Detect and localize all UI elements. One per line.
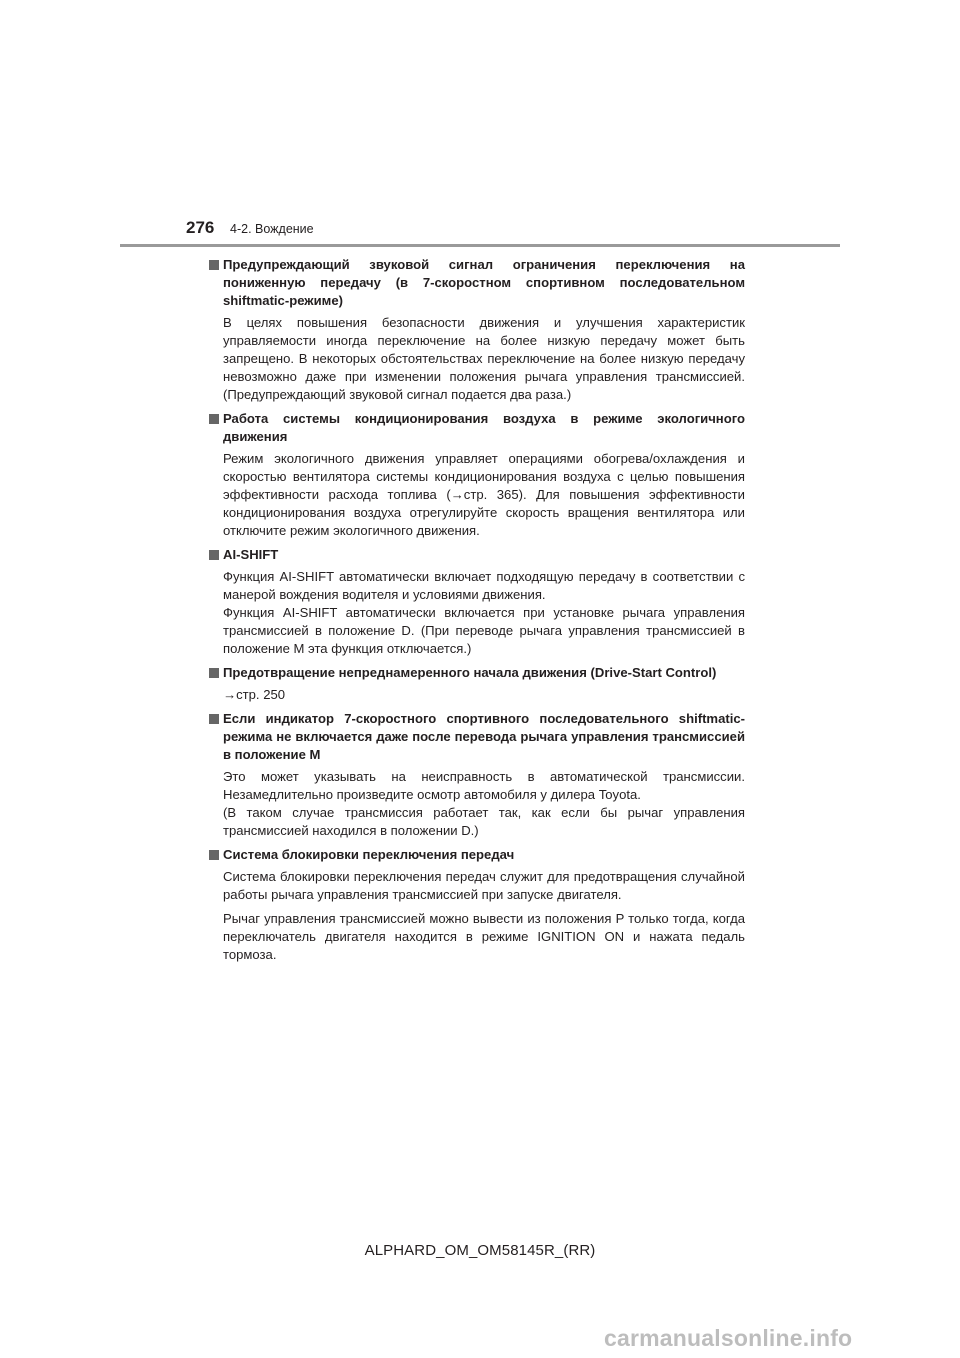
note-title: AI-SHIFT <box>223 547 279 562</box>
note-item-ai-shift <box>209 546 745 658</box>
note-title: Предотвращение непреднамеренного начала движения (Drive-Start Control) <box>223 665 717 680</box>
header-divider <box>120 244 840 247</box>
note-title: Работа системы кондиционирования воздуха в режиме экологичного движения <box>223 411 745 444</box>
note-paragraph: Это может указывать на неисправность в автоматической трансмиссии. Незамедлительно произведите осмотр автомобиля у дилера Toyota. <box>223 769 745 802</box>
note-title: Если индикатор 7-скоростного спортивного последовательного shiftmatic-режима не включается даже после перевода рычага управления трансмиссией в положение M <box>223 711 745 762</box>
square-bullet-icon <box>209 260 219 270</box>
note-paragraph: Режим экологичного движения управляет операциями обогрева/охлаждения и скоростью вентилятора системы кондиционирования воздуха с целью повышения эффективности расхода топлива (→стр. 365). Для повышения эффективности кондиционирования воздуха отрегулируйте скорость вращения вентилятора или отключите режим экологичного движения. <box>223 451 745 538</box>
square-bullet-icon <box>209 850 219 860</box>
note-title: Предупреждающий звуковой сигнал ограничения переключения на пониженную передачу (в 7-скоростном спортивном последовательном shiftmatic-режиме) <box>223 257 745 308</box>
note-title: Система блокировки переключения передач <box>223 847 515 862</box>
note-paragraph: В целях повышения безопасности движения и улучшения характеристик управляемости иногда переключение на более низкую передачу может быть запрещено. В некоторых обстоятельствах переключение на более низкую передачу невозможно даже при изменении положения рычага управления трансмиссией. (Предупреждающий звуковой сигнал подается два раза.) <box>223 315 745 402</box>
document-code: ALPHARD_OM_OM58145R_(RR) <box>364 1242 596 1259</box>
note-item-downshift-warning <box>209 256 745 404</box>
square-bullet-icon <box>209 714 219 724</box>
page-content <box>209 256 745 970</box>
note-paragraph: Рычаг управления трансмиссией можно вывести из положения P только тогда, когда переключатель двигателя находится в режиме IGNITION ON и нажата педаль тормоза. <box>223 911 745 962</box>
page-number: 276 <box>186 218 215 237</box>
note-item-eco-ac <box>209 410 745 540</box>
watermark-logo: carmanualsonline.info <box>604 1325 853 1351</box>
square-bullet-icon <box>209 414 219 424</box>
note-item-shiftmatic-indicator <box>209 710 745 840</box>
page-reference: →стр. 250 <box>223 687 286 702</box>
note-paragraph: Система блокировки переключения передач служит для предотвращения случайной работы рычага управления трансмиссией при запуске двигателя. <box>223 869 745 902</box>
note-paragraph: Функция AI-SHIFT автоматически включается при установке рычага управления трансмиссией в положение D. (При переводе рычага управления трансмиссией в положение M эта функция отключается.) <box>223 605 745 656</box>
note-item-drive-start-control <box>209 664 745 704</box>
note-paragraph: (В таком случае трансмиссия работает так, как если бы рычаг управления трансмиссией находился в положении D.) <box>223 805 745 838</box>
square-bullet-icon <box>209 668 219 678</box>
note-paragraph: Функция AI-SHIFT автоматически включает подходящую передачу в соответствии с манерой вождения водителя и условиями движения. <box>223 569 745 602</box>
square-bullet-icon <box>209 550 219 560</box>
section-title: 4-2. Вождение <box>230 222 314 236</box>
note-item-shift-lock <box>209 846 745 964</box>
